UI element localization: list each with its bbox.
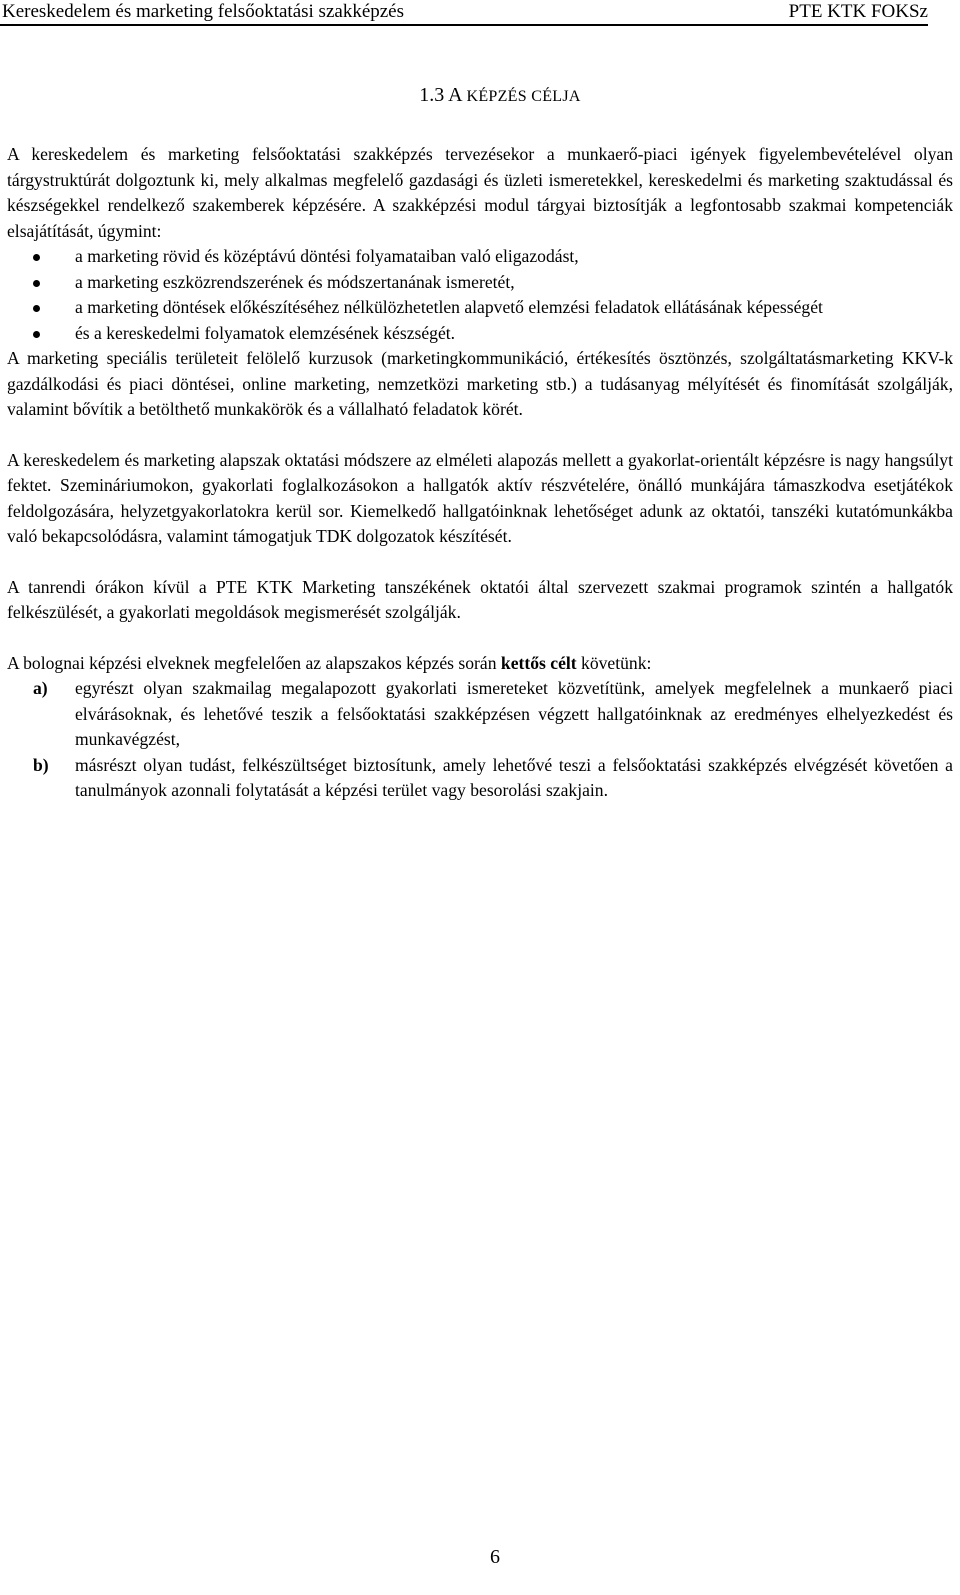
header-title: Kereskedelem és marketing felsőoktatási szakképzés [2, 1, 405, 22]
paragraph-spacer [7, 423, 953, 448]
goal-marker: b) [33, 754, 49, 775]
paragraph-courses: A marketing speciális területeit felölelő kurzusok (marketingkommunikáció, értékesítés ösztönzés, szolgáltatásmarketing KKV-k gazdálkodási és piaci döntései, online marketing, nemzetközi marketing stb.) a tudásanyag mélyítését és finomítását szolgálják, valamint bővítik a betölthető munkakörök és a vállalható feladatok körét. [7, 348, 953, 419]
list-item [7, 295, 953, 321]
goals-intro-emphasis: kettős célt [500, 652, 577, 673]
goals-list [7, 676, 953, 804]
goal-item [7, 676, 953, 753]
list-item [7, 321, 953, 347]
section-title-initial: A [448, 84, 462, 106]
paragraph-methods: A kereskedelem és marketing alapszak oktatási módszere az elméleti alapozás mellett a gyakorlat-orientált képzésre is nagy hangsúlyt fektet. Szemináriumokon, gyakorlati foglalkozásokon a hallgatók aktív részvételére, önálló munkájára támaszkodva esetjátékok feldolgozására, helyzetgyakorlatokra kerül sor. Kiemelkedő hallgatóinknak lehetőséget adunk az oktatói, tanszéki kutatómunkákba való bekapcsolódásra, valamint támogatjuk TDK dolgozatok készítését. [7, 449, 953, 546]
list-item-text: a marketing eszközrendszerének és módszertanának ismeretét, [75, 271, 515, 292]
paragraph-programs: A tanrendi órákon kívül a PTE KTK Marketing tanszékének oktatói által szervezett szakmai programok szintén a hallgatók felkészülését, a gyakorlati megoldások megismerését szolgálják. [7, 576, 953, 622]
page-content [7, 82, 953, 804]
section-heading [7, 82, 953, 110]
list-item-text: és a kereskedelmi folyamatok elemzésének készségét. [75, 322, 456, 343]
header-institution: PTE KTK FOKSz [788, 1, 928, 22]
paragraph-spacer [7, 550, 953, 575]
paragraph-goals-intro [7, 651, 953, 677]
list-item [7, 270, 953, 296]
section-number: 1.3 [419, 84, 445, 106]
list-item-text: a marketing döntések előkészítéséhez nélkülözhetetlen alapvető elemzési feladatok ellátásának képességét [75, 297, 823, 317]
bullet-icon [33, 254, 40, 261]
paragraph-intro: A kereskedelem és marketing felsőoktatási szakképzés tervezésekor a munkaerő-piaci igények figyelembevételével olyan tárgystruktúrát dolgoztunk ki, mely alkalmas megfelelő gazdasági és üzleti ismeretekkel, kereskedelmi és marketing szaktudással és készségekkel rendelkező szakemberek képzésére. A szakképzési modul tárgyai biztosítják a legfontosabb szakmai kompetenciák elsajátítását, úgymint: [7, 144, 953, 241]
list-item [7, 244, 953, 270]
goals-intro-end: követünk: [576, 652, 652, 673]
bullet-icon [33, 280, 40, 287]
paragraph-spacer [7, 626, 953, 651]
competency-list [7, 244, 953, 346]
goal-marker: a) [33, 678, 48, 698]
page-number: 6 [490, 1546, 500, 1568]
list-item-text: a marketing rövid és középtávú döntési folyamataiban való eligazodást, [75, 246, 579, 266]
section-title-rest: KÉPZÉS CÉLJA [466, 88, 581, 105]
goal-text: másrészt olyan tudást, felkészültséget biztosítunk, amely lehetővé teszi a felsőoktatási szakképzés elvégzését követően a tanulmányok azonnali folytatását a képzési terület vagy besorolási szakjain. [75, 754, 953, 800]
goal-text: egyrészt olyan szakmailag megalapozott gyakorlati ismereteket közvetítünk, amelyek megfelelnek a munkaerő piaci elvárásoknak, és lehetővé teszik a felsőoktatási szakképzésen végzett hallgatóinknak az eredményes elhelyezkedést és munkavégzést, [75, 678, 953, 749]
bullet-icon [33, 305, 40, 312]
goal-item [7, 753, 953, 804]
bullet-icon [33, 331, 40, 338]
page-header [0, 0, 928, 26]
goals-intro-text: A bolognai képzési elveknek megfelelően az alapszakos képzés során [7, 652, 501, 673]
